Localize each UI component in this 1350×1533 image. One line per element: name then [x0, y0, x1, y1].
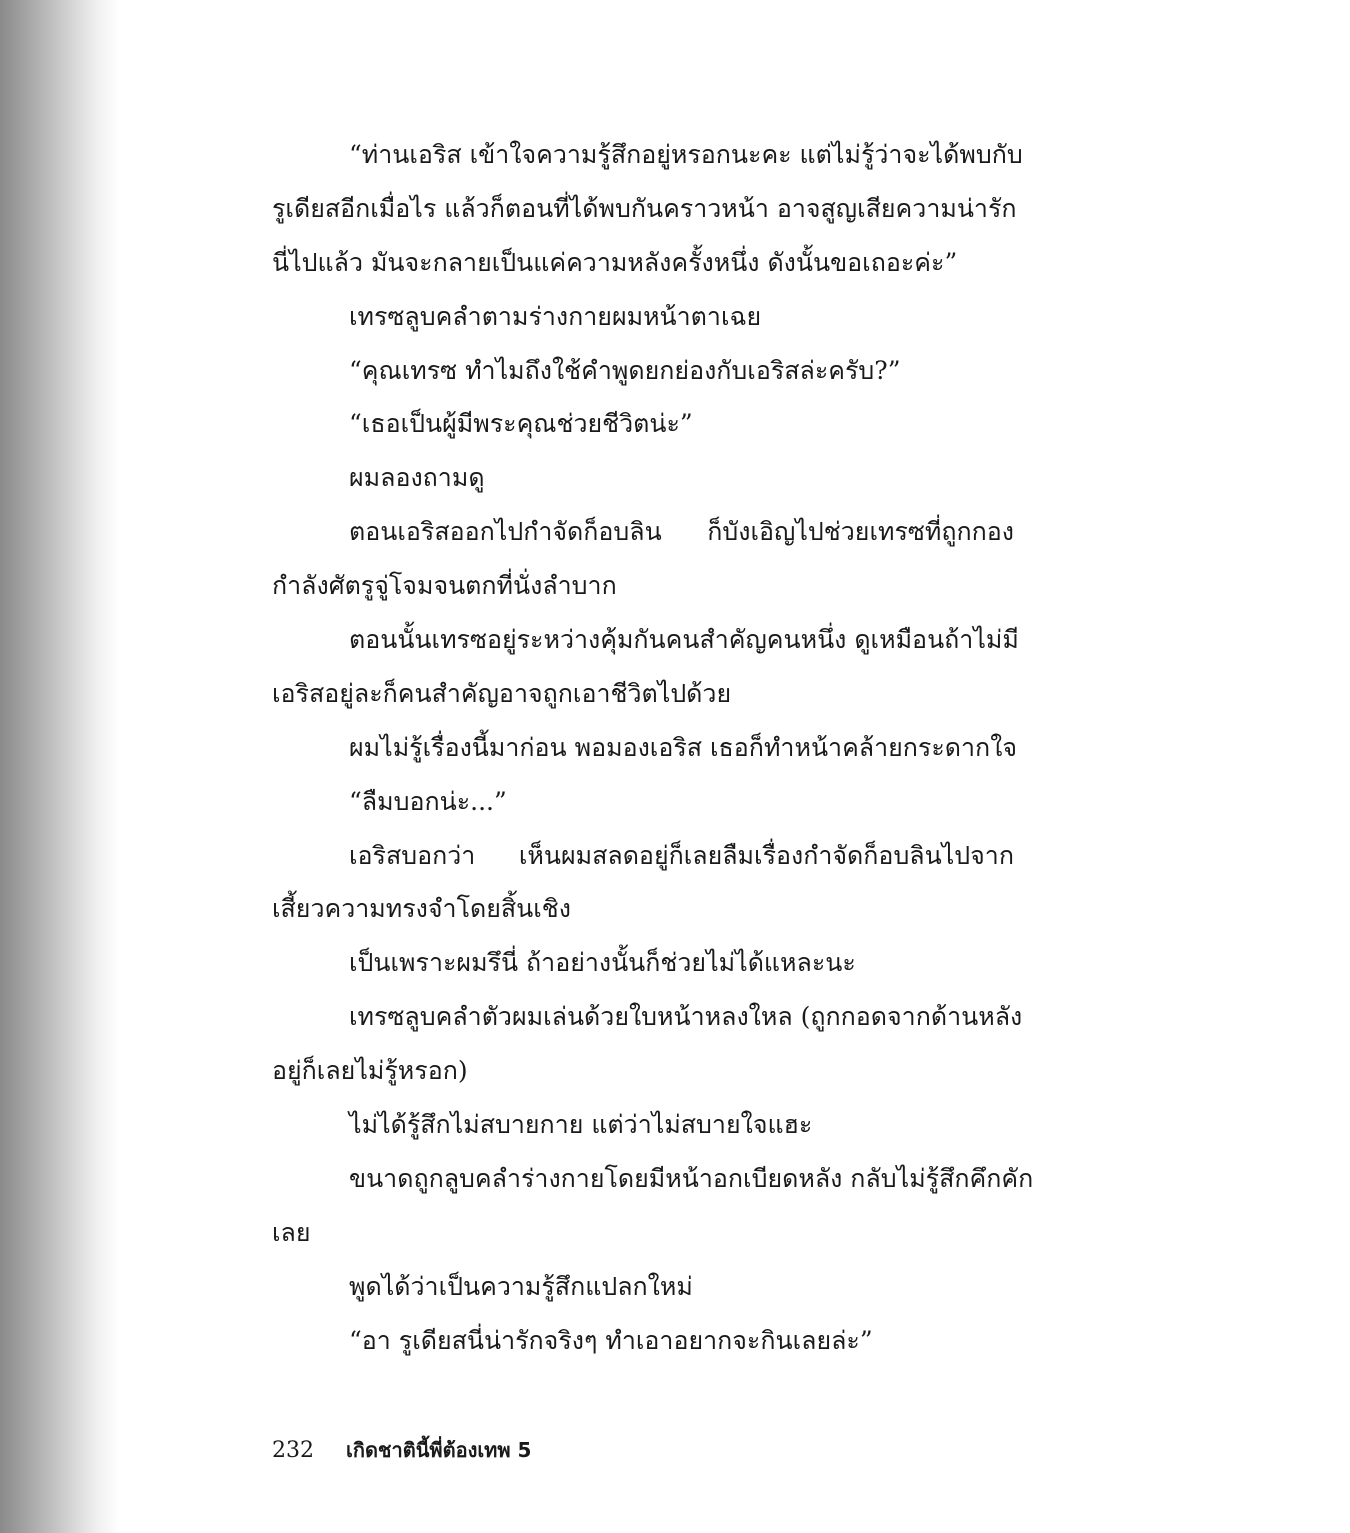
book-spine-shadow — [0, 0, 120, 1533]
text-line: เอริสอยู่ละก็คนสำคัญอาจถูกเอาชีวิตไปด้วย — [272, 678, 732, 708]
text-line: เทรซลูบคลำตัวผมเล่นด้วยใบหน้าหลงใหล (ถูกกอดจากด้านหลัง — [349, 1002, 1023, 1032]
page-footer — [272, 1433, 531, 1468]
page-number: 232 — [272, 1438, 314, 1463]
text-line: “เธอเป็นผู้มีพระคุณช่วยชีวิตน่ะ” — [349, 409, 693, 439]
text-line: “คุณเทรซ ทำไมถึงใช้คำพูดยกย่องกับเอริสล่ะครับ?” — [349, 355, 901, 385]
text-line: พูดได้ว่าเป็นความรู้สึกแปลกใหม่ — [349, 1271, 693, 1301]
text-line: เสี้ยวความทรงจำโดยสิ้นเชิง — [272, 894, 571, 924]
text-line: ขนาดถูกลูบคลำร่างกายโดยมีหน้าอกเบียดหลัง กลับไม่รู้สึกคึกคัก — [349, 1163, 1034, 1193]
text-line: เป็นเพราะผมรึนี่ ถ้าอย่างนั้นก็ช่วยไม่ได้แหละนะ — [349, 948, 856, 978]
text-line: “อา รูเดียสนี่น่ารักจริงๆ ทำเอาอยากจะกินเลยล่ะ” — [349, 1325, 873, 1355]
text-line: ผมไม่รู้เรื่องนี้มาก่อน พอมองเอริส เธอก็ทำหน้าคล้ายกระดากใจ — [349, 732, 1018, 762]
text-line: ไม่ได้รู้สึกไม่สบายกาย แต่ว่าไม่สบายใจแฮะ — [349, 1110, 813, 1140]
page-text-block — [272, 128, 1034, 1367]
text-line: ตอนนั้นเทรซอยู่ระหว่างคุ้มกันคนสำคัญคนหนึ่ง ดูเหมือนถ้าไม่มี — [349, 625, 1019, 655]
book-title: เกิดชาตินี้พี่ต้องเทพ 5 — [346, 1438, 532, 1462]
text-line: เทรซลูบคลำตามร่างกายผมหน้าตาเฉย — [349, 301, 762, 331]
text-line: ตอนเอริสออกไปกำจัดก็อบลิน ก็บังเอิญไปช่วยเทรซที่ถูกกอง — [349, 517, 1014, 547]
text-line: เอริสบอกว่า เห็นผมสลดอยู่ก็เลยลืมเรื่องกำจัดก็อบลินไปจาก — [349, 840, 1014, 870]
text-line: อยู่ก็เลยไม่รู้หรอก) — [272, 1056, 468, 1086]
text-line: เลย — [272, 1217, 311, 1247]
text-line: รูเดียสอีกเมื่อไร แล้วก็ตอนที่ได้พบกันคราวหน้า อาจสูญเสียความน่ารัก — [272, 193, 1017, 223]
text-line: ผมลองถามดู — [349, 463, 485, 493]
text-line: “ลืมบอกน่ะ...” — [349, 786, 507, 816]
text-line: นี่ไปแล้ว มันจะกลายเป็นแค่ความหลังครั้งหนึ่ง ดังนั้นขอเถอะค่ะ” — [272, 247, 958, 277]
text-line: กำลังศัตรูจู่โจมจนตกที่นั่งลำบาก — [272, 571, 617, 601]
text-line: “ท่านเอริส เข้าใจความรู้สึกอยู่หรอกนะคะ แต่ไม่รู้ว่าจะได้พบกับ — [349, 140, 1023, 169]
